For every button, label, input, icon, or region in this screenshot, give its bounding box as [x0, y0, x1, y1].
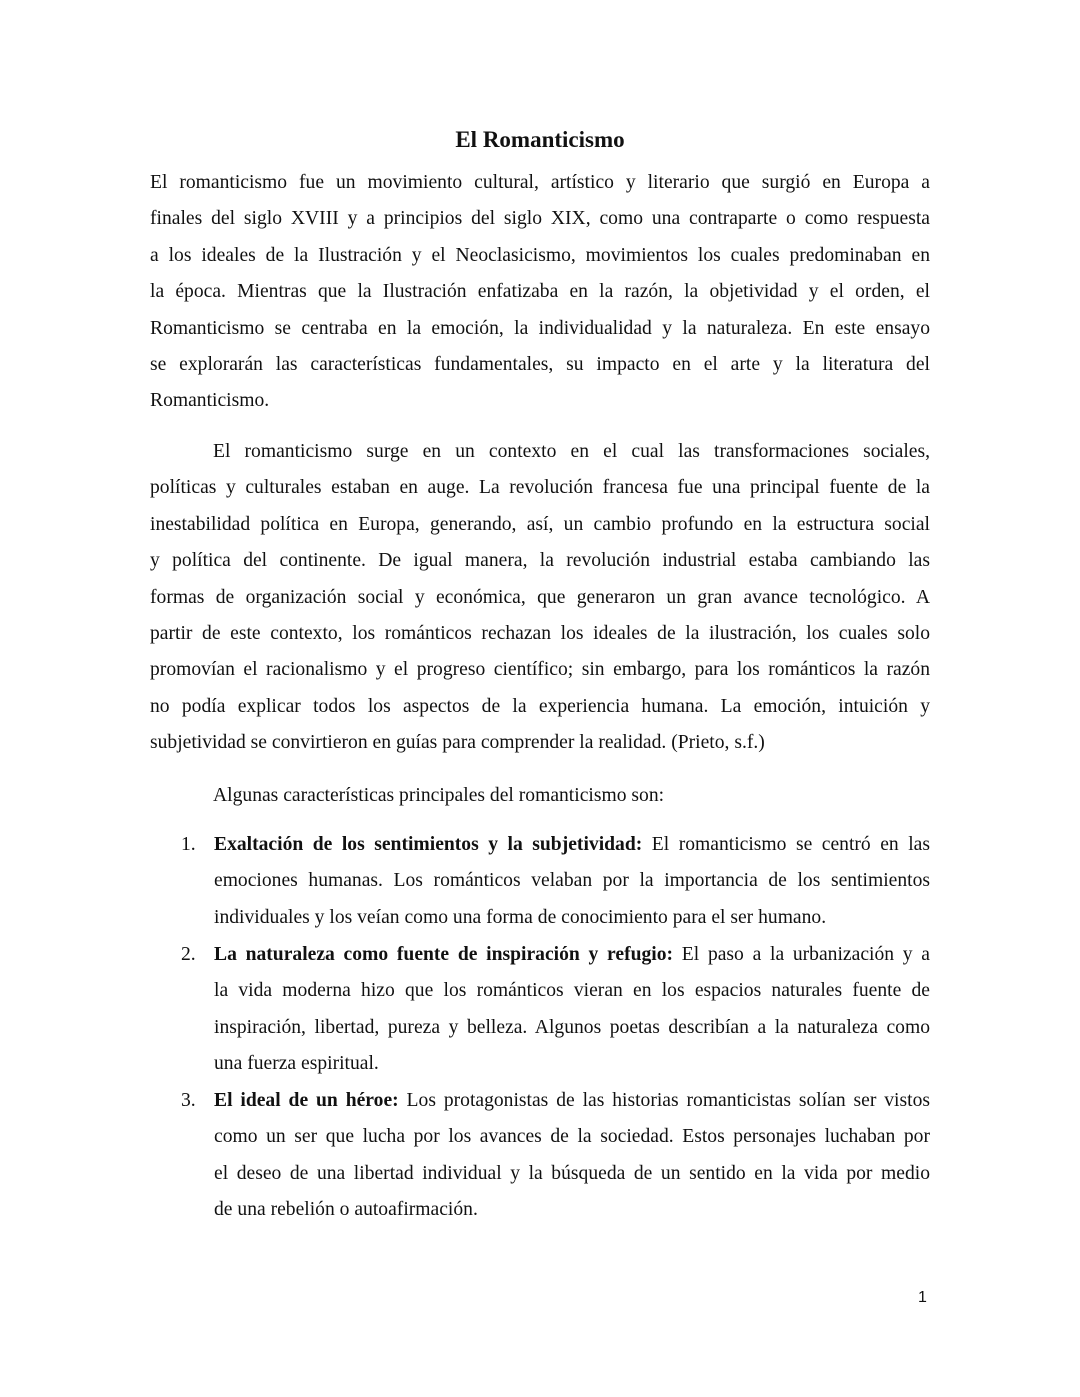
text-line: de una rebelión o autoafirmación. — [214, 1199, 478, 1221]
list-number: 3. — [181, 1090, 196, 1111]
text-line: emociones humanas. Los románticos velaban por la importancia de los sentimientos — [214, 870, 930, 892]
text-line: el deseo de una libertad individual y la búsqueda de un sentido en la vida por medio — [214, 1162, 930, 1184]
text-line: no podía explicar todos los aspectos de la experiencia humana. La emoción, intuición y — [150, 695, 930, 717]
paragraph-list-intro — [150, 778, 930, 814]
text-line: promovían el racionalismo y el progreso científico; sin embargo, para los románticos la razón — [150, 659, 930, 681]
text-line: Romanticismo se centraba en la emoción, la individualidad y la naturaleza. En este ensayo — [150, 317, 930, 339]
text-line: políticas y culturales estaban en auge. La revolución francesa fue una principal fuente de la — [150, 477, 930, 499]
list-item — [150, 1083, 930, 1229]
list-item-heading: El ideal de un héroe: — [214, 1090, 399, 1111]
text-line: la época. Mientras que la Ilustración enfatizaba en la razón, la objetividad y el orden, el — [150, 281, 930, 303]
list-item — [150, 827, 930, 936]
list-item-heading: La naturaleza como fuente de inspiración y refugio: — [214, 944, 674, 965]
text-line: Romanticismo. — [150, 390, 270, 412]
list-number: 1. — [181, 834, 196, 855]
paragraph-intro — [150, 165, 930, 420]
text-line: se explorarán las características fundamentales, su impacto en el arte y la literatura del — [150, 353, 930, 375]
text-line: El romanticismo se centró en las — [642, 834, 930, 855]
text-line: inestabilidad política en Europa, generando, así, un cambio profundo en la estructura social — [150, 513, 930, 535]
text-line: la vida moderna hizo que los románticos vieran en los espacios naturales fuente de — [214, 980, 930, 1002]
text-line: partir de este contexto, los románticos rechazan los ideales de la ilustración, los cuales solo — [150, 622, 930, 644]
text-line: El romanticismo fue un movimiento cultural, artístico y literario que surgió en Europa a — [150, 172, 930, 193]
list-number: 2. — [181, 944, 196, 965]
text-line: El romanticismo surge en un contexto en el cual las transformaciones sociales, — [213, 441, 930, 462]
document-title: El Romanticismo — [455, 127, 625, 152]
text-line: individuales y los veían como una forma de conocimiento para el ser humano. — [214, 906, 827, 928]
text-line: formas de organización social y económica, que generaron un gran avance tecnológico. A — [150, 586, 930, 608]
list-item — [150, 937, 930, 1083]
paragraph-context — [150, 434, 930, 762]
text-line: Los protagonistas de las historias romanticistas solían ser vistos — [398, 1090, 930, 1111]
text-line: finales del siglo XVIII y a principios del siglo XIX, como una contraparte o como respuesta — [150, 208, 930, 230]
text-line: y política del continente. De igual manera, la revolución industrial estaba cambiando las — [150, 550, 930, 572]
text-line: una fuerza espiritual. — [214, 1053, 379, 1075]
text-line: Algunas características principales del romanticismo son: — [213, 785, 665, 806]
text-line: a los ideales de la Ilustración y el Neoclasicismo, movimientos los cuales predominaban en — [150, 244, 930, 266]
page-number: 1 — [918, 1289, 927, 1306]
text-line: subjetividad se convirtieron en guías para comprender la realidad. (Prieto, s.f.) — [150, 732, 765, 754]
text-line: inspiración, libertad, pureza y belleza. Algunos poetas describían a la naturaleza como — [214, 1016, 930, 1038]
text-line: El paso a la urbanización y a — [673, 944, 930, 965]
list-item-heading: Exaltación de los sentimientos y la subjetividad: — [214, 834, 643, 855]
text-line: como un ser que lucha por los avances de la sociedad. Estos personajes luchaban por — [214, 1126, 930, 1148]
